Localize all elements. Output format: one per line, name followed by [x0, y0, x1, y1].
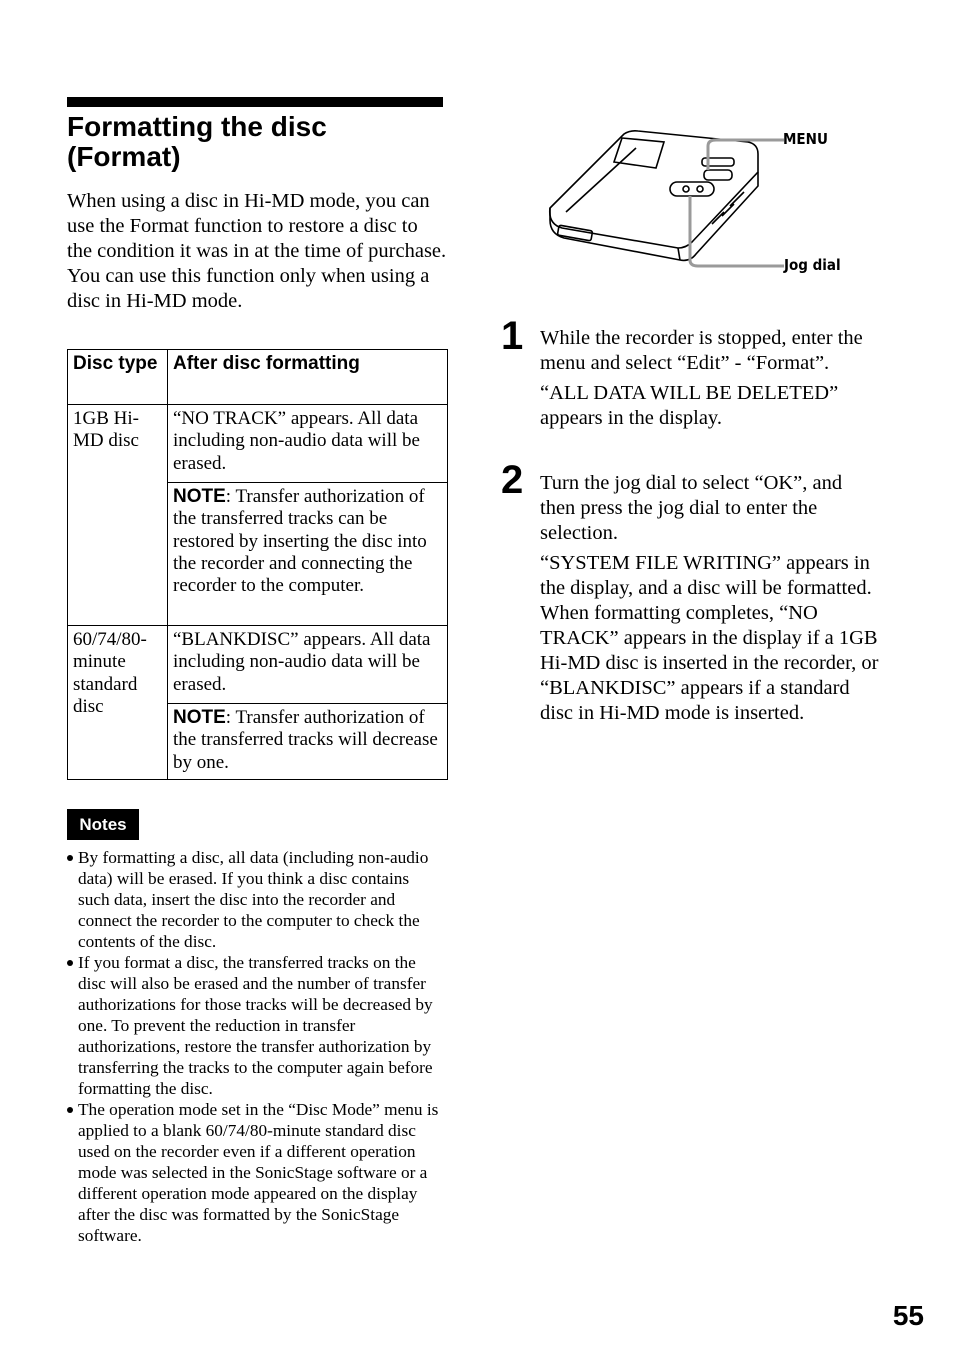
note-item: By formatting a disc, all data (including non-audio data) will be erased. If you think a disc contains such data, insert the disc into the recorder and connect the recorder to the computer to check the contents of the disc.: [67, 847, 442, 952]
intro-text: [67, 189, 447, 314]
note-label: NOTE: [173, 486, 226, 507]
step-paragraph: When formatting completes, “NO TRACK” appears in the display if a 1GB Hi-MD disc is inserted in the recorder, or “BLANKDISC” appears if a standard disc in Hi-MD mode is inserted.: [540, 602, 879, 724]
note-text: : Transfer authorization of the transferred tracks will decrease by one.: [173, 707, 438, 773]
note-cell: [168, 483, 448, 626]
effect-cell: “NO TRACK” appears. All data including non-audio data will be erased.: [168, 405, 448, 483]
intro-paragraph: When using a disc in Hi-MD mode, you can use the Format function to restore a disc to the condition it was in at the time of purchase.: [67, 190, 447, 262]
page-title: Formatting the disc (Format): [67, 111, 327, 172]
notes-badge: Notes: [67, 809, 139, 840]
intro-paragraph: You can use this function only when using a disc in Hi-MD mode.: [67, 265, 430, 312]
menu-callout-label: MENU: [783, 130, 828, 148]
table-header-row: [68, 350, 448, 405]
format-table: [67, 349, 448, 780]
step-1-text: [540, 326, 880, 431]
step-paragraph: “SYSTEM FILE WRITING” appears in the display, and a disc will be formatted.: [540, 552, 872, 599]
note-cell: [168, 704, 448, 780]
note-label: NOTE: [173, 707, 226, 728]
effect-cell: “BLANKDISC” appears. All data including non-audio data will be erased.: [168, 626, 448, 704]
disc-type-cell: 60/74/80-minute standard disc: [68, 626, 168, 780]
step-2-text: [540, 471, 880, 726]
note-item: The operation mode set in the “Disc Mode” menu is applied to a blank 60/74/80-minute standard disc used on the recorder even if a different operation mode was selected in the SonicStage software or a different operation mode appeared on the display after the disc was formatted by the SonicStage software.: [67, 1099, 442, 1246]
page-number: 55: [892, 1300, 924, 1331]
table-header-after-formatting: After disc formatting: [168, 350, 448, 405]
jog-dial-callout-label: Jog dial: [784, 256, 841, 274]
table-row: [68, 405, 448, 483]
step-number: 2: [501, 458, 524, 502]
disc-type-cell: 1GB Hi-MD disc: [68, 405, 168, 626]
table-header-disc-type: Disc type: [68, 350, 168, 405]
title-rule: [67, 97, 443, 107]
step-number: 1: [501, 314, 524, 358]
note-item: If you format a disc, the transferred tracks on the disc will also be erased and the number of transfer authorizations for those tracks will be decreased by one. To prevent the reduction in transfer authorizations, restore the transfer authorization by transferring the tracks to the computer again before formatting the disc.: [67, 952, 442, 1099]
table-row: [68, 626, 448, 704]
note-text: : Transfer authorization of the transferred tracks can be restored by inserting the disc into the recorder and connecting the recorder to the computer.: [173, 486, 427, 597]
step-paragraph: While the recorder is stopped, enter the menu and select “Edit” - “Format”.: [540, 327, 863, 374]
step-paragraph: Turn the jog dial to select “OK”, and then press the jog dial to enter the selection.: [540, 472, 843, 544]
step-paragraph: “ALL DATA WILL BE DELETED” appears in the display.: [540, 382, 839, 429]
notes-list: [67, 847, 442, 1246]
